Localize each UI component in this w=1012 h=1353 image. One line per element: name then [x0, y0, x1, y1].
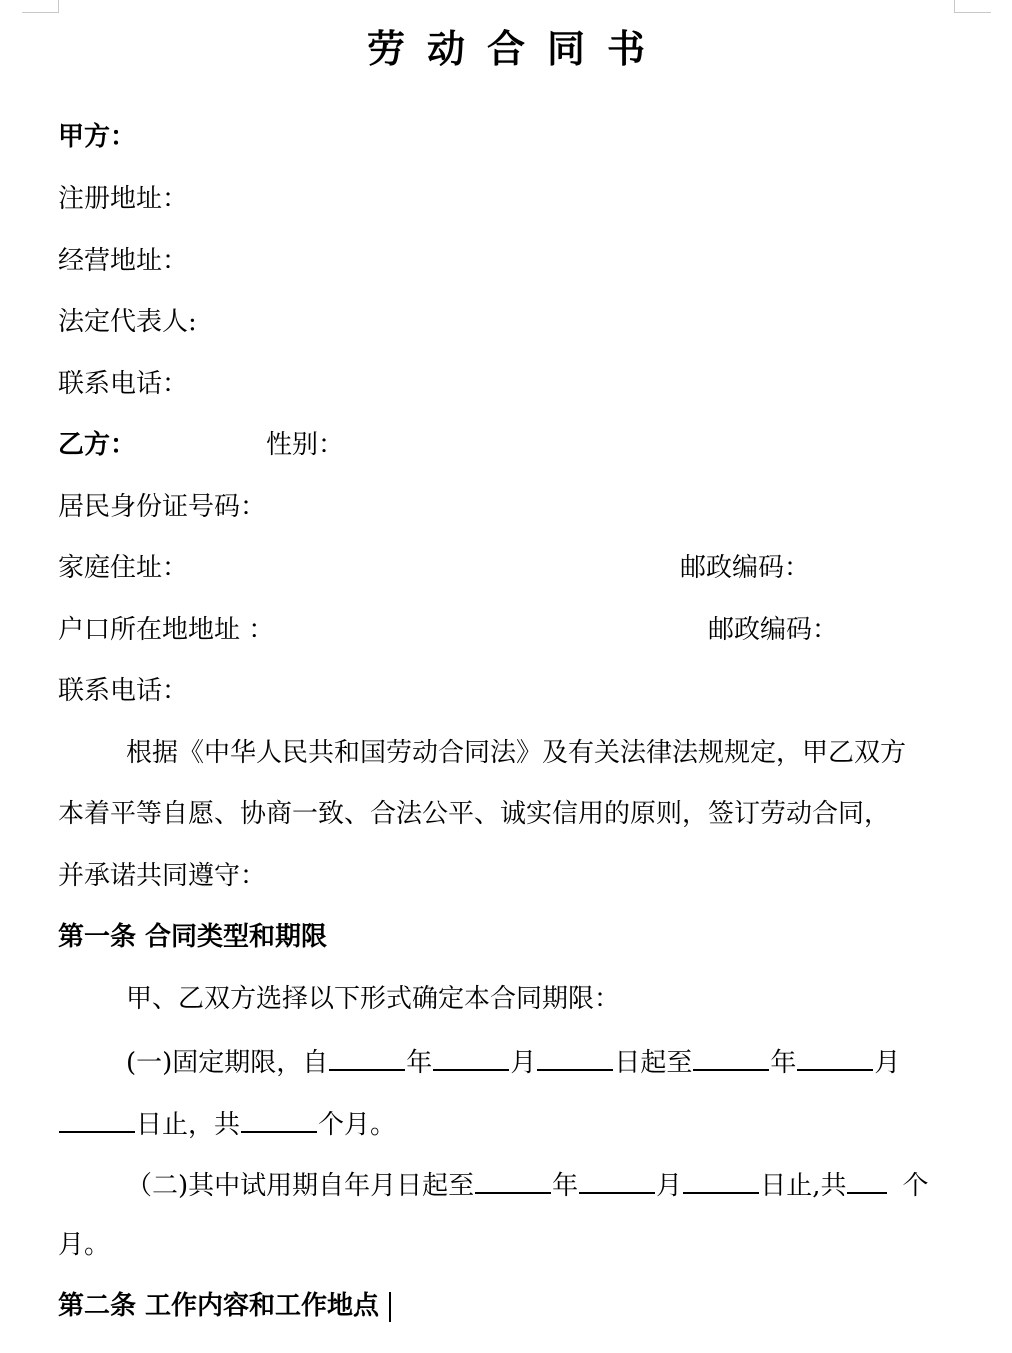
party-b-label: 乙方： — [58, 430, 137, 460]
party-a-label: 甲方： — [58, 122, 137, 152]
hukou-postcode-label: 邮政编码： — [708, 615, 839, 645]
probation-day-blank[interactable] — [683, 1166, 759, 1194]
party-a-phone-label: 联系电话： — [58, 369, 189, 399]
gender-label: 性别： — [266, 430, 345, 460]
end-month-blank[interactable] — [797, 1043, 873, 1071]
article-1-intro: 甲、乙双方选择以下形式确定本合同期限： — [126, 984, 621, 1014]
probation-months-blank[interactable] — [847, 1166, 887, 1194]
probation-line — [126, 1166, 928, 1203]
start-day-label: 日起至 — [614, 1048, 693, 1078]
probation-tail: 月。 — [58, 1230, 111, 1260]
end-year-blank[interactable] — [693, 1043, 769, 1071]
probation-year-blank[interactable] — [475, 1166, 551, 1194]
end-day-label: 日止，共 — [136, 1110, 241, 1140]
home-postcode-label: 邮政编码： — [680, 553, 811, 583]
start-month-blank[interactable] — [433, 1043, 509, 1071]
article-2-line — [58, 1289, 391, 1323]
probation-prefix: （二)其中试用期自年月日起至 — [126, 1171, 475, 1201]
preamble-line-1: 根据《中华人民共和国劳动合同法》及有关法律法规规定，甲乙双方 — [126, 738, 907, 768]
party-b-phone-label: 联系电话： — [58, 676, 189, 706]
document-title: 劳动合同书 — [366, 26, 667, 71]
page-corner-mark-right — [954, 0, 991, 13]
preamble-line-2: 本着平等自愿、协商一致、合法公平、诚实信用的原则，签订劳动合同， — [58, 799, 891, 829]
total-months-blank[interactable] — [241, 1105, 317, 1133]
fixed-term-prefix: (一)固定期限，自 — [126, 1048, 329, 1078]
start-year-label: 年 — [406, 1048, 433, 1078]
home-address-label: 家庭住址： — [58, 553, 189, 583]
page-corner-mark-left — [22, 0, 59, 13]
fixed-term-line-2 — [58, 1105, 396, 1142]
legal-rep-label: 法定代表人: — [58, 307, 197, 337]
start-day-blank[interactable] — [537, 1043, 613, 1071]
end-month-label: 月 — [874, 1048, 901, 1078]
article-1-heading: 第一条 合同类型和期限 — [58, 922, 328, 952]
probation-month-label: 月 — [656, 1171, 683, 1201]
probation-day-label: 日止,共 — [760, 1171, 847, 1201]
start-month-label: 月 — [510, 1048, 537, 1078]
fixed-term-line — [126, 1043, 900, 1080]
end-year-label: 年 — [770, 1048, 797, 1078]
probation-unit-label: 个 — [902, 1171, 929, 1201]
probation-year-label: 年 — [552, 1171, 579, 1201]
article-2-heading: 第二条 工作内容和工作地点 — [58, 1291, 380, 1321]
business-address-label: 经营地址： — [58, 246, 189, 276]
text-cursor — [389, 1292, 391, 1322]
id-number-label: 居民身份证号码： — [58, 492, 267, 522]
preamble-line-3: 并承诺共同遵守： — [58, 861, 267, 891]
hukou-address-label: 户口所在地地址 ： — [58, 615, 275, 645]
end-day-blank[interactable] — [59, 1105, 135, 1133]
probation-month-blank[interactable] — [579, 1166, 655, 1194]
start-year-blank[interactable] — [329, 1043, 405, 1071]
total-months-label: 个月。 — [318, 1110, 397, 1140]
registered-address-label: 注册地址： — [58, 184, 189, 214]
